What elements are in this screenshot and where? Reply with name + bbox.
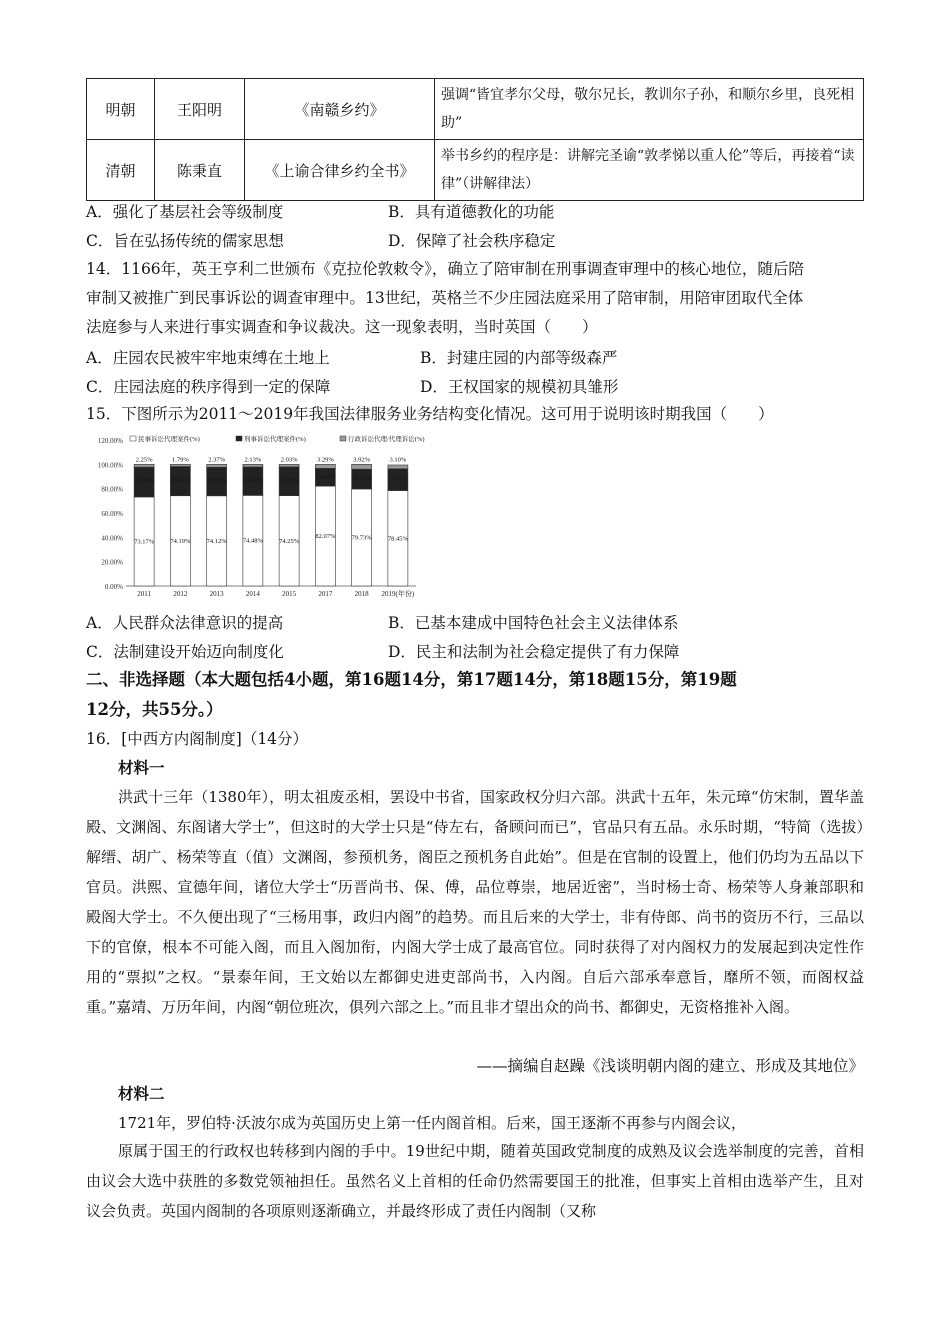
data-label: 3.10% [389,456,407,464]
x-tick-label: 2012 [173,590,188,598]
q14-stem-line: 14．1166年，英王亨利二世颁布《克拉伦敦敕令》，确立了陪审制在刑事调查审理中的核心地位，随后陪 [86,260,804,278]
data-label: 24.58% [134,477,155,485]
table-cell-content: 举书乡约的程序是：讲解完圣谕“敦孝悌以重人伦”等后，再接着“读律”（讲解律法） [435,140,864,201]
legal-service-chart [86,430,426,600]
material1-label: 材料一 [118,758,165,777]
data-label: 74.19% [170,537,191,545]
material1-source: ——摘编自赵躁《浅谈明朝内阁的建立、形成及其地位》 [476,1057,864,1075]
q15-option-a: A．人民群众法律意识的提高 [86,614,284,632]
x-tick-label: 2011 [137,590,151,598]
data-label: 23.51% [206,477,227,485]
q16-header: 16．[中西方内阁制度]（14分） [86,730,309,748]
table-row [87,79,864,140]
data-label: 78.45% [387,535,408,543]
x-tick-label: 2018 [354,590,369,598]
bar-segment [134,464,154,467]
bar-segment [315,464,335,468]
data-label: 23.72% [279,476,300,484]
data-label: 24.02% [170,476,191,484]
legend-swatch [130,436,136,441]
legend-swatch [340,436,346,441]
section-title: 二、非选择题（本大题包括4小题，第16题14分，第17题14分，第18题15分，第19题 [86,670,737,689]
material2-first-line: 1721年，罗伯特·沃波尔成为英国历史上第一任内阁首相。后来，国王逐渐不再参与内阁会议， [118,1114,746,1132]
table-cell-dynasty: 清朝 [87,140,155,201]
rural-compact-table [86,78,864,201]
data-label: 16.35% [351,475,372,483]
y-tick-label: 80.00% [101,485,123,494]
x-tick-label: 2017 [318,590,333,598]
q14-option-a: A．庄园农民被牢牢地束缚在土地上 [86,349,330,367]
q13-option-c: C．旨在弘扬传统的儒家思想 [86,232,284,250]
legend-swatch [236,436,242,441]
q14-option-c: C．庄园法庭的秩序得到一定的保障 [86,378,331,396]
table-cell-work: 《上谕合律乡约全书》 [245,140,435,201]
table-cell-dynasty: 明朝 [87,79,155,140]
data-label: 17.91% [387,475,408,483]
q14-option-d: D．王权国家的规模初具雏形 [420,378,619,396]
bar-segment [352,464,372,469]
q14-stem-line: 审制又被推广到民事诉讼的调查审理中。13世纪，英格兰不少庄园法庭采用了陪审制，用陪审团取代全体 [86,289,804,307]
bar-segment [170,464,190,466]
data-label: 79.73% [351,534,372,542]
data-label: 2.37% [208,456,226,464]
data-label: 74.12% [206,537,227,545]
data-label: 82.07% [315,533,336,541]
x-tick-label: 2013 [209,590,224,598]
table-cell-person: 王阳明 [155,79,245,140]
q13-option-a: A．强化了基层社会等级制度 [86,203,284,221]
data-label: 74.48% [242,537,263,545]
data-label: 2.03% [280,456,298,464]
data-label: 73.17% [134,538,155,546]
data-label: 3.29% [316,456,334,464]
bar-segment [207,464,227,467]
data-label: 74.25% [279,537,300,545]
data-label: 14.64% [315,473,336,481]
table-cell-work: 《南赣乡约》 [245,79,435,140]
y-tick-label: 20.00% [101,558,123,567]
chart-legend [130,434,425,443]
data-label: 2.25% [135,456,153,464]
legend-label: 民事诉讼代理案件(%) [138,436,200,443]
y-tick-label: 0.00% [104,583,123,591]
legend-label: 行政诉讼代理/代理诉讼(%) [348,436,425,443]
q14-stem-line: 法庭参与人来进行事实调查和争议裁决。这一现象表明，当时英国（ ） [86,318,598,336]
x-tick-label: 2019(年份) [381,590,415,598]
y-tick-label: 60.00% [101,510,123,518]
table-cell-content: 强调“皆宜孝尔父母，敬尔兄长，教训尔子孙，和顺尔乡里，良死相助” [435,79,864,140]
y-tick-label: 100.00% [97,461,123,470]
bar-segment [243,464,263,467]
y-tick-label: 40.00% [101,534,123,543]
data-label: 23.40% [242,476,263,484]
q13-option-b: B．具有道德教化的功能 [388,203,555,221]
q14-option-b: B．封建庄园的内部等级森严 [420,349,618,367]
data-label: 2.13% [244,456,262,464]
table-cell-person: 陈秉直 [155,140,245,201]
legend-label: 刑事诉讼代理案件(%) [244,436,306,443]
x-tick-label: 2015 [282,590,297,598]
bar-segment [279,464,299,466]
q15-option-d: D．民主和法制为社会稳定提供了有力保障 [388,643,680,661]
material2-text: 原属于国王的行政权也转移到内阁的手中。19世纪中期，随着英国政党制度的成熟及议会选举制度的完善，首相由议会大选中获胜的多数党领袖担任。虽然名义上首相的任命仍然需要国王的批准，但事实上首相由选举产生，且对议会负责。英国内阁制的各项原则逐渐确立，并最终形成了责任内阁制（又称 [86,1142,864,1220]
q15-option-c: C．法制建设开始迈向制度化 [86,643,284,661]
material1-text: 洪武十三年（1380年），明太祖废丞相，罢设中书省，国家政权分归六部。洪武十五年，朱元璋“仿宋制，置华盖殿、文渊阁、东阁诸大学士”，但这时的大学士只是“侍左右，备顾问而已”，官品只有五品。永乐时期，“特简（选拔）解缙、胡广、杨荣等直（值）文渊阁，参预机务，阁臣之预机务自此始”。但是在官制的设置上，他们仍均为五品以下官员。洪熙、宣德年间，诸位大学士“历晋尚书、保、傅，品位尊崇，地居近密”，当时杨士奇、杨荣等人身兼部职和殿阁大学士。不久便出现了“三杨用事，政归内阁”的趋势。而且后来的大学士，非有侍郎、尚书的资历不行，三品以下的官僚，根本不可能入阁，而且入阁加衔，内阁大学士成了最高官位。同时获得了对内阁权力的发展起到决定性作用的“票拟”之权。“景泰年间，王文始以左都御史进吏部尚书，入内阁。自后六部承奉意旨，靡所不领，而阁权益重。”嘉靖、万历年间，内阁“朝位班次，俱列六部之上。”而且非才望出众的尚书、都御史，无资格推补入阁。 [86,788,864,1016]
section-title-cont: 12分，共55分。） [86,700,223,719]
material2-label: 材料二 [118,1084,165,1103]
data-label: 3.92% [353,456,371,464]
q15-option-b: B．已基本建成中国特色社会主义法律体系 [388,614,679,632]
x-tick-label: 2014 [245,590,260,598]
q15-stem: 15．下图所示为2011～2019年我国法律服务业务结构变化情况。这可用于说明该时期我国（ ） [86,405,774,423]
q13-option-d: D．保障了社会秩序稳定 [388,232,556,250]
table-row [87,140,864,201]
bar-segment [388,465,408,469]
y-tick-label: 120.00% [97,437,123,445]
data-label: 1.79% [171,456,189,464]
